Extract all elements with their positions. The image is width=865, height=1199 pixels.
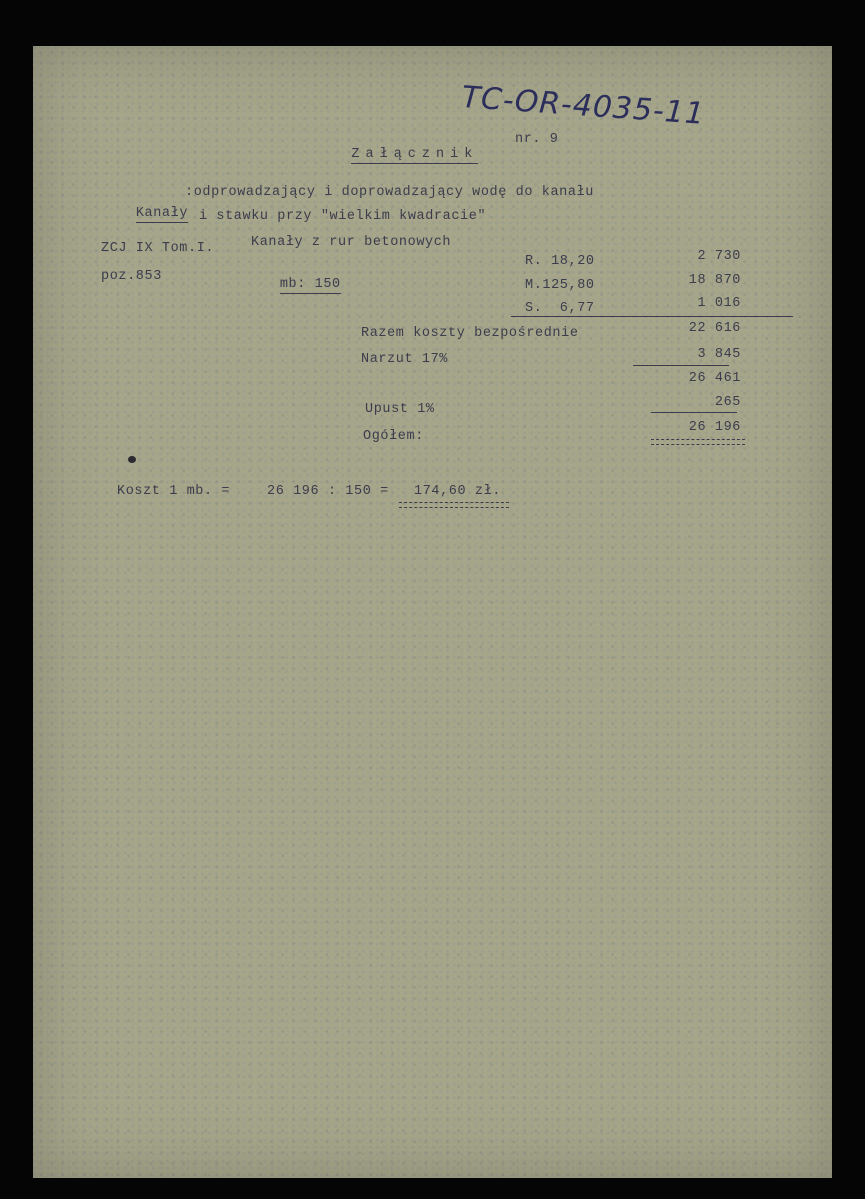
document-page <box>33 46 832 1178</box>
markup-label: Narzut 17% <box>361 352 449 367</box>
total-amount: 26 196 <box>688 420 741 435</box>
cost-line-label: R. 18,20 <box>525 254 595 269</box>
unit-cost-label: Koszt 1 mb. = <box>117 484 231 499</box>
cost-line-amount: 18 870 <box>688 273 741 288</box>
position-number: poz.853 <box>101 269 162 284</box>
total-double-underline <box>651 439 745 445</box>
cost-lines-underline <box>511 316 793 317</box>
unit-cost-double-underline <box>399 502 509 508</box>
discount-amount: 265 <box>714 395 741 410</box>
direct-costs-label: Razem koszty bezpośrednie <box>361 326 579 341</box>
total-label: Ogółem: <box>363 429 424 444</box>
unit-cost-formula: 26 196 : 150 = <box>267 484 389 499</box>
markup-amount: 3 845 <box>697 347 741 362</box>
catalog-description: Kanały z rur betonowych <box>251 235 452 250</box>
cost-line-label: M.125,80 <box>525 278 595 293</box>
discount-underline <box>651 412 737 413</box>
quantity: mb: 150 <box>279 277 341 292</box>
subject-line-1: :odprowadzający i doprowadzający wodę do kanału <box>185 185 594 200</box>
catalog-reference: ZCJ IX Tom.I. <box>101 241 215 256</box>
cost-line-label: S. 6,77 <box>525 301 595 316</box>
subject-line-2: i stawku przy "wielkim kwadracie" <box>199 209 487 224</box>
document-title: Załącznik <box>351 147 479 162</box>
ink-speck <box>128 456 136 463</box>
document-number: nr. 9 <box>515 132 559 147</box>
discount-label: Upust 1% <box>365 402 435 417</box>
cost-line-amount: 1 016 <box>697 296 741 311</box>
handwritten-reference: TC-OR-4035-11 <box>460 80 707 132</box>
unit-cost-result: 174,60 zł. <box>414 484 502 499</box>
direct-costs-amount: 22 616 <box>688 321 741 336</box>
subtotal-amount: 26 461 <box>688 371 741 386</box>
markup-underline <box>633 365 729 366</box>
cost-line-amount: 2 730 <box>697 249 741 264</box>
subject-label: Kanały <box>135 206 189 221</box>
